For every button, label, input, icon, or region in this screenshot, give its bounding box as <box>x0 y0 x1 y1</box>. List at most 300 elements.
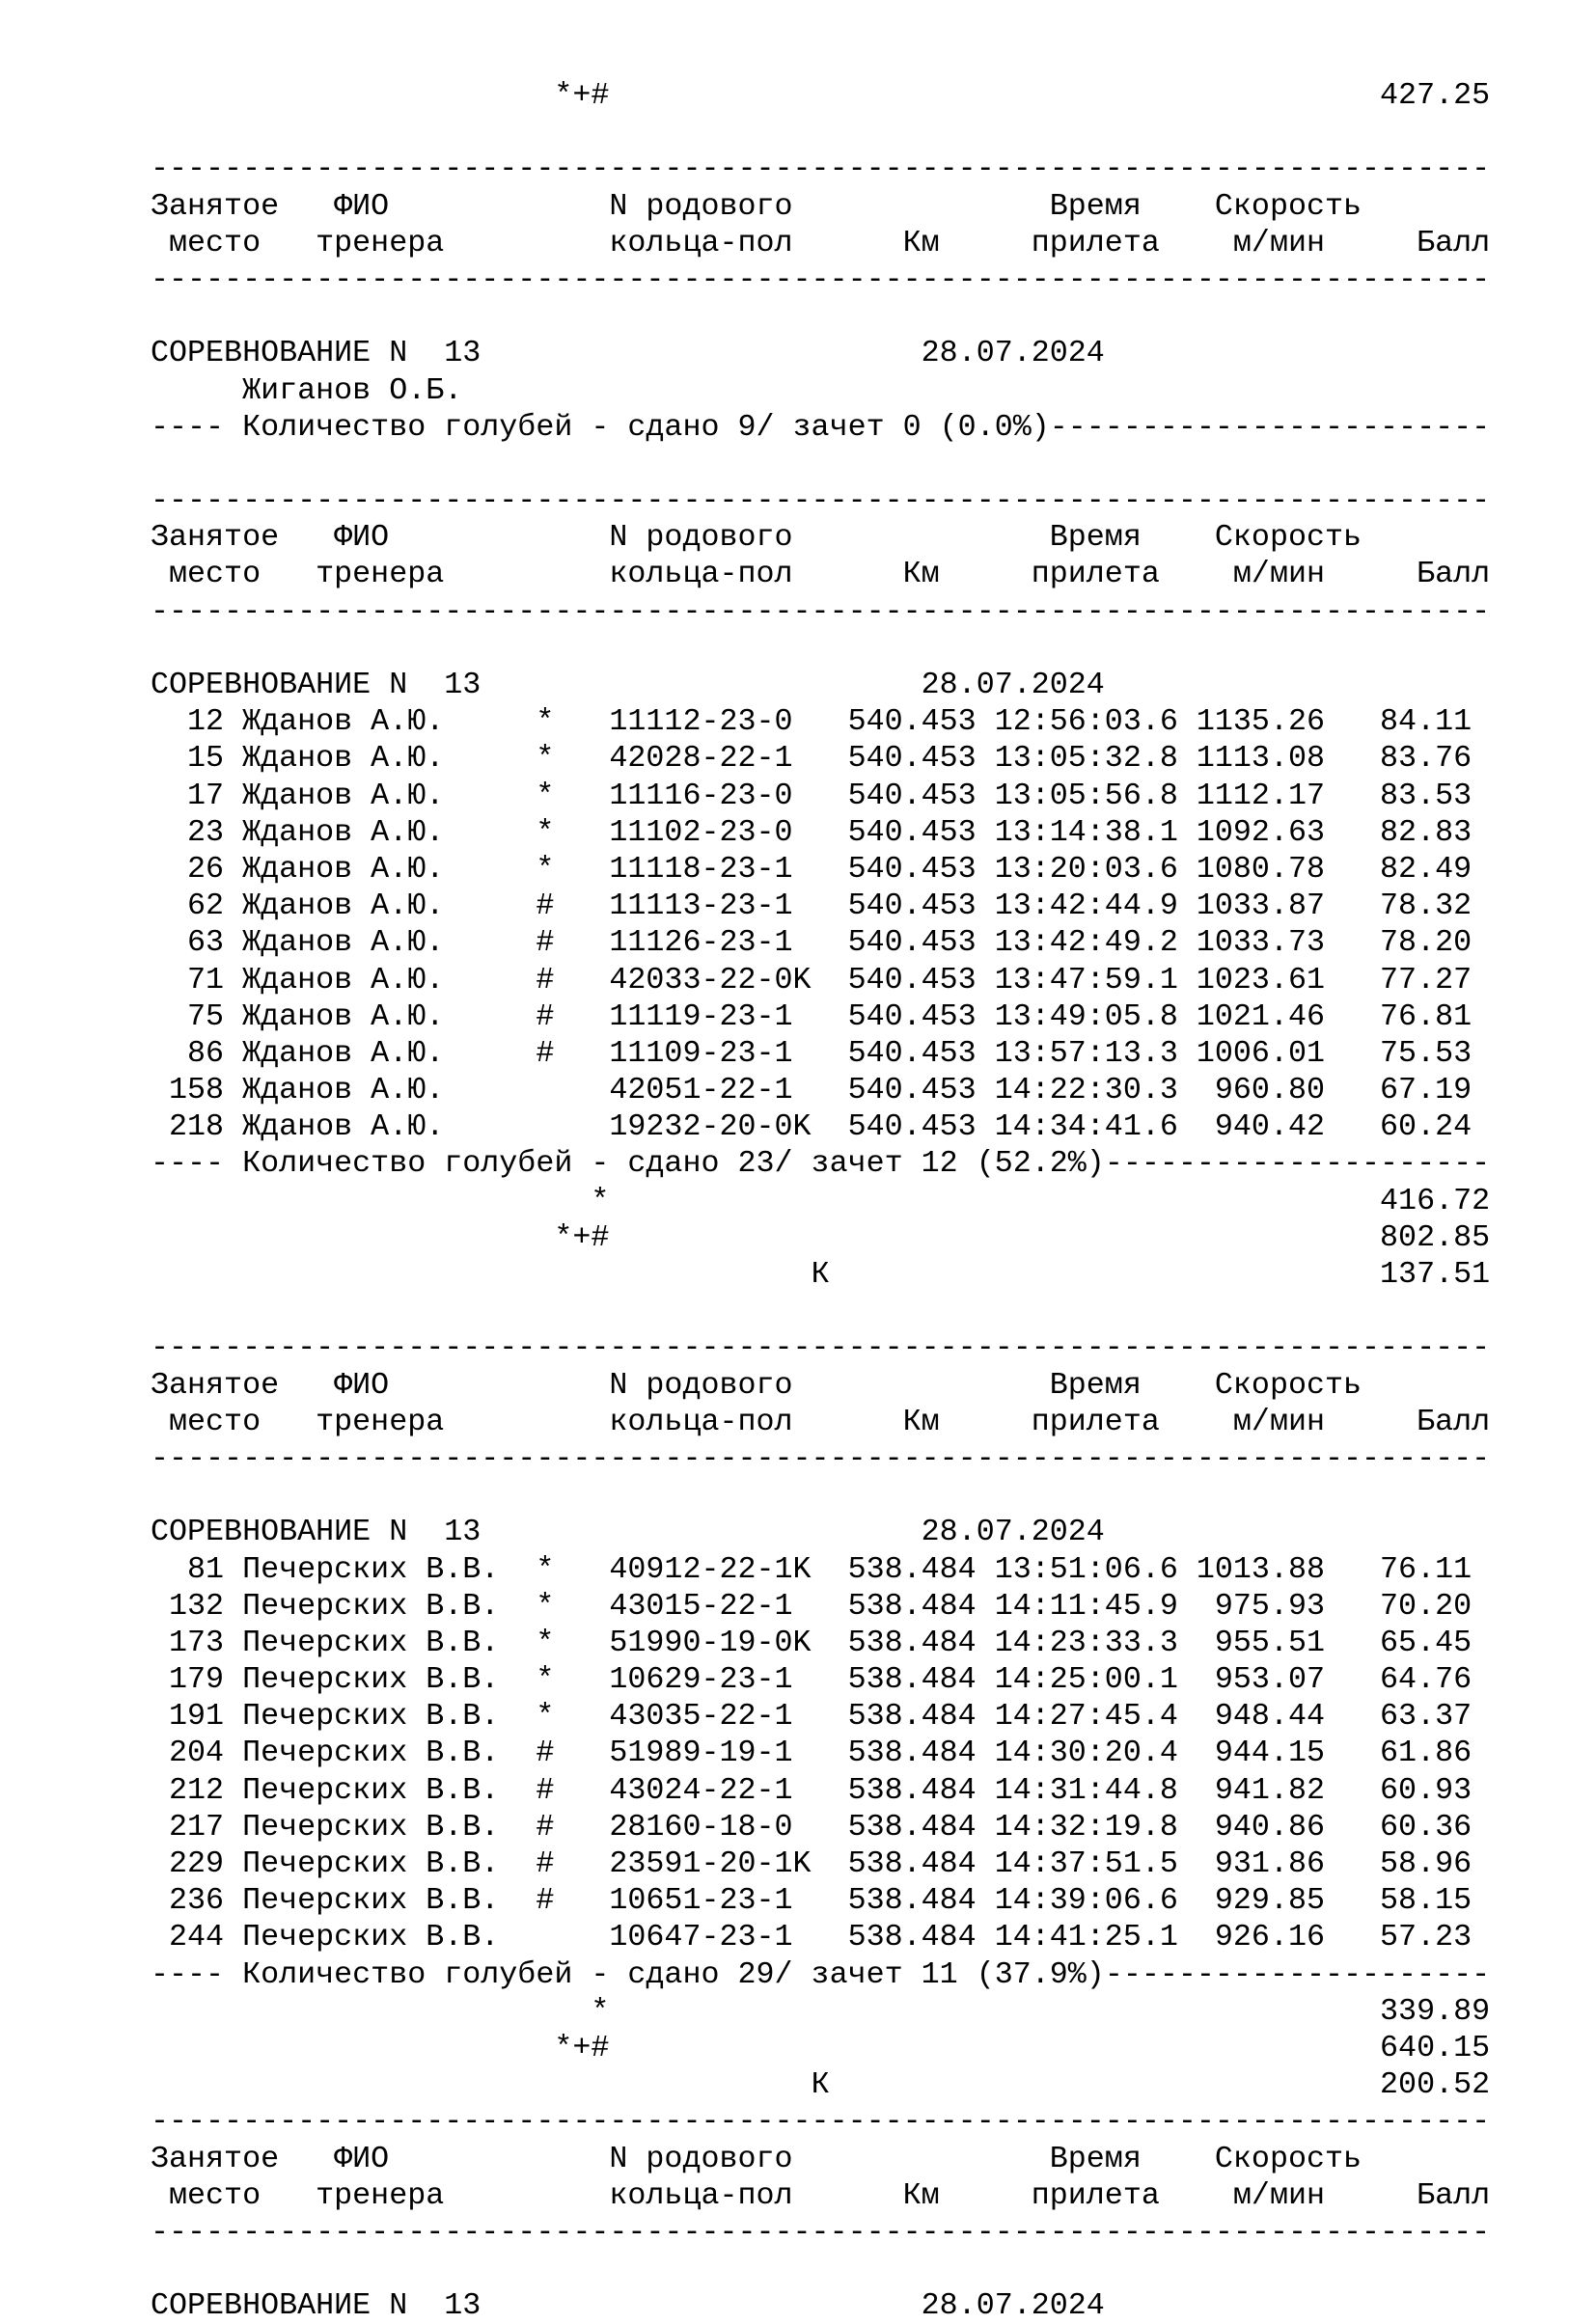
separator-line: ------------------------------------------------------------------------- <box>151 2104 1491 2140</box>
table-row <box>151 1625 1490 1661</box>
row-km: 538.484 <box>847 1625 977 1660</box>
header-trainer: тренера <box>316 2177 445 2213</box>
row-points: 60.93 <box>1380 1772 1472 1808</box>
blank-line <box>151 1293 1490 1329</box>
total-value: 802.85 <box>1380 1219 1491 1255</box>
table-row <box>151 1035 1490 1072</box>
row-speed: 955.51 <box>1214 1625 1325 1660</box>
row-time: 14:23:33.3 <box>994 1625 1178 1660</box>
competition-title: СОРЕВНОВАНИЕ N 13 <box>151 2288 482 2324</box>
row-place: 217 <box>169 1809 225 1845</box>
row-place: 62 <box>187 889 225 924</box>
separator-line: ------------------------------------------------------------------------- <box>151 1330 1491 1366</box>
blank-line <box>151 114 1490 150</box>
row-time: 14:32:19.8 <box>994 1809 1178 1845</box>
row-ring: 42033-22-0K <box>609 962 812 998</box>
row-km: 540.453 <box>847 962 977 998</box>
row-time: 13:47:59.1 <box>994 962 1178 998</box>
row-time: 14:41:25.1 <box>994 1920 1178 1955</box>
row-place: 212 <box>169 1772 225 1808</box>
row-trainer: Жданов А.Ю. <box>242 1073 445 1108</box>
row-km: 540.453 <box>847 998 977 1034</box>
row-trainer: Печерских В.В. <box>242 1736 500 1771</box>
column-header-line-1 <box>151 519 1490 556</box>
table-row <box>151 778 1490 814</box>
row-ring: 43015-22-1 <box>609 1588 793 1624</box>
header-time: Время <box>1049 1367 1142 1403</box>
row-km: 538.484 <box>847 1883 977 1919</box>
row-speed: 1135.26 <box>1196 704 1325 740</box>
row-mark: # <box>536 1736 555 1771</box>
row-trainer: Печерских В.В. <box>242 1883 500 1919</box>
row-points: 58.96 <box>1380 1846 1472 1881</box>
row-place: 204 <box>169 1736 225 1771</box>
row-mark: * <box>536 741 555 777</box>
row-points: 60.24 <box>1380 1109 1472 1145</box>
row-km: 538.484 <box>847 1551 977 1587</box>
count-summary: ---- Количество голубей - сдано 29/ зачет 11 (37.9%) <box>151 1956 1105 1992</box>
header-time: прилета <box>1031 2177 1160 2213</box>
row-speed: 940.42 <box>1214 1109 1325 1145</box>
row-time: 13:14:38.1 <box>994 814 1178 850</box>
row-ring: 40912-22-1K <box>609 1551 812 1587</box>
row-trainer: Жданов А.Ю. <box>242 962 445 998</box>
row-points: 64.76 <box>1380 1662 1472 1698</box>
table-row <box>151 1772 1490 1809</box>
row-place: 63 <box>187 925 225 961</box>
row-km: 538.484 <box>847 1699 977 1735</box>
row-speed: 975.93 <box>1214 1588 1325 1624</box>
header-speed: м/мин <box>1232 225 1325 260</box>
separator-line: ------------------------------------------------------------------------- <box>151 593 1491 629</box>
row-km: 540.453 <box>847 925 977 961</box>
total-value: 137.51 <box>1380 1257 1491 1292</box>
row-ring: 11118-23-1 <box>609 851 793 887</box>
row-mark: * <box>536 1551 555 1587</box>
row-place: 71 <box>187 962 225 998</box>
table-row <box>151 1551 1490 1588</box>
row-mark: # <box>536 962 555 998</box>
row-ring: 11126-23-1 <box>609 925 793 961</box>
row-trainer: Печерских В.В. <box>242 1699 500 1735</box>
header-ring: N родового <box>609 188 793 224</box>
column-header-line-1 <box>151 2141 1490 2177</box>
table-row <box>151 1882 1490 1919</box>
header-trainer: ФИО <box>334 1367 390 1403</box>
row-points: 82.83 <box>1380 814 1472 850</box>
row-mark: # <box>536 1035 555 1071</box>
competition-line <box>151 667 1490 703</box>
row-km: 538.484 <box>847 1846 977 1881</box>
separator-line: ------------------------------------------------------------------------- <box>151 151 1491 187</box>
header-points: Балл <box>1417 225 1491 260</box>
table-row <box>151 1809 1490 1846</box>
table-row <box>151 703 1490 740</box>
count-summary: ---- Количество голубей - сдано 23/ зачет 12 (52.2%) <box>151 1146 1105 1182</box>
row-place: 191 <box>169 1699 225 1735</box>
row-time: 14:11:45.9 <box>994 1588 1178 1624</box>
row-ring: 11116-23-0 <box>609 778 793 813</box>
row-ring: 11109-23-1 <box>609 1035 793 1071</box>
separator-line: ------------------------------------------------------------------------- <box>151 483 1491 519</box>
header-time: Время <box>1049 188 1142 224</box>
row-trainer: Жданов А.Ю. <box>242 741 445 777</box>
total-line <box>151 2030 1490 2066</box>
row-points: 78.32 <box>1380 889 1472 924</box>
row-ring: 42028-22-1 <box>609 741 793 777</box>
row-place: 218 <box>169 1109 225 1145</box>
total-line <box>151 2066 1490 2103</box>
row-time: 14:22:30.3 <box>994 1073 1178 1108</box>
header-km: Км <box>902 557 940 592</box>
row-mark: # <box>536 889 555 924</box>
row-points: 58.15 <box>1380 1883 1472 1919</box>
row-ring: 11113-23-1 <box>609 889 793 924</box>
header-speed: Скорость <box>1214 188 1362 224</box>
row-km: 540.453 <box>847 741 977 777</box>
table-row <box>151 962 1490 998</box>
total-value: 640.15 <box>1380 2030 1491 2065</box>
row-time: 14:25:00.1 <box>994 1662 1178 1698</box>
row-speed: 926.16 <box>1214 1920 1325 1955</box>
total-line <box>151 1256 1490 1293</box>
total-line <box>151 1993 1490 2030</box>
header-ring: кольца-пол <box>609 1404 793 1439</box>
row-time: 14:39:06.6 <box>994 1883 1178 1919</box>
row-trainer: Печерских В.В. <box>242 1662 500 1698</box>
row-place: 132 <box>169 1588 225 1624</box>
row-mark: # <box>536 1772 555 1808</box>
row-km: 540.453 <box>847 778 977 813</box>
table-row <box>151 998 1490 1035</box>
table-row <box>151 1661 1490 1698</box>
row-mark: * <box>536 1625 555 1660</box>
header-km: Км <box>902 1404 940 1439</box>
row-trainer: Жданов А.Ю. <box>242 704 445 740</box>
row-km: 538.484 <box>847 1772 977 1808</box>
row-points: 78.20 <box>1380 925 1472 961</box>
header-speed: Скорость <box>1214 520 1362 556</box>
header-trainer: ФИО <box>334 520 390 556</box>
row-speed: 1021.46 <box>1196 998 1325 1034</box>
row-trainer: Печерских В.В. <box>242 1625 500 1660</box>
total-line <box>151 1219 1490 1256</box>
column-header-line-1 <box>151 188 1490 225</box>
header-time: прилета <box>1031 1404 1160 1439</box>
total-marker: * <box>591 1993 610 2029</box>
row-place: 244 <box>169 1920 225 1955</box>
row-place: 15 <box>187 741 225 777</box>
row-points: 60.36 <box>1380 1809 1472 1845</box>
total-marker: К <box>811 1257 830 1292</box>
row-mark: # <box>536 925 555 961</box>
separator-line: ------------------------------------------------------------------------- <box>151 2214 1491 2250</box>
row-trainer: Жданов А.Ю. <box>242 1035 445 1071</box>
row-ring: 10651-23-1 <box>609 1883 793 1919</box>
row-speed: 1006.01 <box>1196 1035 1325 1071</box>
total-value: 200.52 <box>1380 2067 1491 2103</box>
total-value: 416.72 <box>1380 1183 1491 1218</box>
row-km: 540.453 <box>847 1109 977 1145</box>
competition-line <box>151 335 1490 371</box>
row-speed: 1092.63 <box>1196 814 1325 850</box>
row-trainer: Печерских В.В. <box>242 1920 500 1955</box>
row-points: 84.11 <box>1380 704 1472 740</box>
row-points: 76.11 <box>1380 1551 1472 1587</box>
header-trainer: тренера <box>316 557 445 592</box>
row-time: 14:37:51.5 <box>994 1846 1178 1881</box>
table-row <box>151 851 1490 888</box>
row-mark: * <box>536 851 555 887</box>
table-row <box>151 1072 1490 1108</box>
row-speed: 1033.73 <box>1196 925 1325 961</box>
row-km: 538.484 <box>847 1920 977 1955</box>
competition-date: 28.07.2024 <box>921 336 1105 371</box>
row-place: 23 <box>187 814 225 850</box>
header-time: Время <box>1049 520 1142 556</box>
table-row <box>151 1698 1490 1735</box>
row-mark: # <box>536 998 555 1034</box>
row-ring: 23591-20-1K <box>609 1846 812 1881</box>
header-points: Балл <box>1417 557 1491 592</box>
total-marker: К <box>811 2067 830 2103</box>
header-ring: N родового <box>609 2141 793 2176</box>
competition-date: 28.07.2024 <box>921 2288 1105 2324</box>
header-place: Занятое <box>151 1367 280 1403</box>
row-km: 538.484 <box>847 1662 977 1698</box>
row-speed: 931.86 <box>1214 1846 1325 1881</box>
row-points: 83.53 <box>1380 778 1472 813</box>
row-km: 540.453 <box>847 814 977 850</box>
row-place: 86 <box>187 1035 225 1071</box>
row-trainer: Печерских В.В. <box>242 1772 500 1808</box>
row-time: 13:51:06.6 <box>994 1551 1178 1587</box>
header-place: место <box>169 225 261 260</box>
header-speed: Скорость <box>1214 2141 1362 2176</box>
row-ring: 11112-23-0 <box>609 704 793 740</box>
column-header-line-2 <box>151 556 1490 592</box>
separator-line: ------------------------------------------------------------------------- <box>151 261 1491 297</box>
row-points: 70.20 <box>1380 1588 1472 1624</box>
column-header-line-2 <box>151 2177 1490 2214</box>
row-place: 17 <box>187 778 225 813</box>
row-km: 538.484 <box>847 1736 977 1771</box>
row-speed: 1080.78 <box>1196 851 1325 887</box>
competition-title: СОРЕВНОВАНИЕ N 13 <box>151 668 482 702</box>
row-km: 540.453 <box>847 1035 977 1071</box>
row-trainer: Жданов А.Ю. <box>242 851 445 887</box>
header-speed: Скорость <box>1214 1367 1362 1403</box>
row-points: 63.37 <box>1380 1699 1472 1735</box>
summary-line: ---- Количество голубей - сдано 29/ зачет 11 (37.9%)--------------------- <box>151 1956 1491 1992</box>
header-ring: кольца-пол <box>609 557 793 592</box>
row-trainer: Жданов А.Ю. <box>242 1109 445 1145</box>
row-mark: # <box>536 1883 555 1919</box>
header-place: место <box>169 557 261 592</box>
row-points: 75.53 <box>1380 1035 1472 1071</box>
row-speed: 1023.61 <box>1196 962 1325 998</box>
blank-line <box>151 1477 1490 1514</box>
row-speed: 929.85 <box>1214 1883 1325 1919</box>
row-place: 81 <box>187 1551 225 1587</box>
summary-line: ---- Количество голубей - сдано 9/ зачет 0 (0.0%)------------------------ <box>151 409 1491 445</box>
row-km: 540.453 <box>847 1073 977 1108</box>
row-ring: 28160-18-0 <box>609 1809 793 1845</box>
header-points: Балл <box>1417 2177 1491 2213</box>
results-printout <box>151 77 1490 2324</box>
row-place: 12 <box>187 704 225 740</box>
total-line <box>151 1183 1490 1219</box>
row-speed: 1013.88 <box>1196 1551 1325 1587</box>
row-time: 13:20:03.6 <box>994 851 1178 887</box>
row-trainer: Печерских В.В. <box>242 1551 500 1587</box>
trainer-name: Жиганов О.Б. <box>242 372 463 408</box>
row-place: 75 <box>187 998 225 1034</box>
table-row <box>151 1846 1490 1882</box>
separator-line: ------------------------------------------------------------------------- <box>151 1440 1491 1476</box>
header-speed: м/мин <box>1232 557 1325 592</box>
total-value: 339.89 <box>1380 1993 1491 2029</box>
header-time: прилета <box>1031 557 1160 592</box>
row-speed: 948.44 <box>1214 1699 1325 1735</box>
header-ring: N родового <box>609 1367 793 1403</box>
row-trainer: Жданов А.Ю. <box>242 998 445 1034</box>
header-place: Занятое <box>151 188 280 224</box>
table-row <box>151 1588 1490 1625</box>
count-summary: ---- Количество голубей - сдано 9/ зачет 0 (0.0%) <box>151 409 1050 445</box>
competition-date: 28.07.2024 <box>921 668 1105 702</box>
row-trainer: Жданов А.Ю. <box>242 889 445 924</box>
trainer-line <box>151 372 1490 409</box>
header-time: прилета <box>1031 225 1160 260</box>
header-place: Занятое <box>151 2141 280 2176</box>
row-place: 236 <box>169 1883 225 1919</box>
blank-line <box>151 298 1490 335</box>
row-time: 14:30:20.4 <box>994 1736 1178 1771</box>
table-row <box>151 1735 1490 1771</box>
row-ring: 42051-22-1 <box>609 1073 793 1108</box>
blank-line <box>151 446 1490 482</box>
row-speed: 944.15 <box>1214 1736 1325 1771</box>
table-row <box>151 814 1490 851</box>
header-km: Км <box>902 225 940 260</box>
row-speed: 941.82 <box>1214 1772 1325 1808</box>
header-place: Занятое <box>151 520 280 556</box>
row-trainer: Печерских В.В. <box>242 1588 500 1624</box>
header-ring: кольца-пол <box>609 225 793 260</box>
row-points: 65.45 <box>1380 1625 1472 1660</box>
header-trainer: ФИО <box>334 2141 390 2176</box>
row-mark: # <box>536 1846 555 1881</box>
row-time: 13:42:49.2 <box>994 925 1178 961</box>
row-time: 13:42:44.9 <box>994 889 1178 924</box>
row-mark: * <box>536 778 555 813</box>
total-marker: *+# <box>554 1219 610 1255</box>
total-value: 427.25 <box>1380 78 1491 113</box>
table-row <box>151 1108 1490 1145</box>
table-row <box>151 888 1490 924</box>
row-mark: * <box>536 704 555 740</box>
row-trainer: Жданов А.Ю. <box>242 778 445 813</box>
row-points: 83.76 <box>1380 741 1472 777</box>
row-place: 179 <box>169 1662 225 1698</box>
row-trainer: Жданов А.Ю. <box>242 814 445 850</box>
row-speed: 1113.08 <box>1196 741 1325 777</box>
row-time: 14:34:41.6 <box>994 1109 1178 1145</box>
header-speed: м/мин <box>1232 2177 1325 2213</box>
header-km: Км <box>902 2177 940 2213</box>
header-points: Балл <box>1417 1404 1491 1439</box>
header-ring: кольца-пол <box>609 2177 793 2213</box>
row-ring: 19232-20-0K <box>609 1109 812 1145</box>
row-trainer: Печерских В.В. <box>242 1809 500 1845</box>
row-speed: 1112.17 <box>1196 778 1325 813</box>
top-total-line <box>151 77 1490 114</box>
column-header-line-2 <box>151 225 1490 261</box>
row-ring: 51990-19-0K <box>609 1625 812 1660</box>
total-marker: *+# <box>554 2030 610 2065</box>
total-marker: *+# <box>554 78 610 113</box>
row-points: 77.27 <box>1380 962 1472 998</box>
column-header-line-2 <box>151 1404 1490 1440</box>
row-km: 538.484 <box>847 1588 977 1624</box>
header-time: Время <box>1049 2141 1142 2176</box>
competition-date: 28.07.2024 <box>921 1515 1105 1550</box>
row-time: 13:49:05.8 <box>994 998 1178 1034</box>
competition-line <box>151 2287 1490 2324</box>
competition-title: СОРЕВНОВАНИЕ N 13 <box>151 336 482 371</box>
row-mark: * <box>536 1662 555 1698</box>
row-ring: 11102-23-0 <box>609 814 793 850</box>
row-trainer: Печерских В.В. <box>242 1846 500 1881</box>
row-place: 26 <box>187 851 225 887</box>
row-mark: # <box>536 1809 555 1845</box>
table-row <box>151 740 1490 777</box>
row-time: 14:31:44.8 <box>994 1772 1178 1808</box>
row-points: 61.86 <box>1380 1736 1472 1771</box>
header-trainer: ФИО <box>334 188 390 224</box>
row-speed: 940.86 <box>1214 1809 1325 1845</box>
row-points: 76.81 <box>1380 998 1472 1034</box>
competition-line <box>151 1514 1490 1550</box>
table-row <box>151 924 1490 961</box>
row-points: 67.19 <box>1380 1073 1472 1108</box>
competition-title: СОРЕВНОВАНИЕ N 13 <box>151 1515 482 1550</box>
header-trainer: тренера <box>316 1404 445 1439</box>
row-km: 540.453 <box>847 851 977 887</box>
header-ring: N родового <box>609 520 793 556</box>
header-place: место <box>169 1404 261 1439</box>
row-points: 57.23 <box>1380 1920 1472 1955</box>
row-time: 14:27:45.4 <box>994 1699 1178 1735</box>
total-marker: * <box>591 1183 610 1218</box>
row-mark: * <box>536 1699 555 1735</box>
row-place: 173 <box>169 1625 225 1660</box>
blank-line <box>151 630 1490 667</box>
row-trainer: Жданов А.Ю. <box>242 925 445 961</box>
row-km: 540.453 <box>847 889 977 924</box>
header-speed: м/мин <box>1232 1404 1325 1439</box>
row-time: 13:57:13.3 <box>994 1035 1178 1071</box>
row-ring: 10647-23-1 <box>609 1920 793 1955</box>
row-speed: 960.80 <box>1214 1073 1325 1108</box>
row-speed: 1033.87 <box>1196 889 1325 924</box>
row-speed: 953.07 <box>1214 1662 1325 1698</box>
row-km: 540.453 <box>847 704 977 740</box>
row-mark: * <box>536 814 555 850</box>
table-row <box>151 1919 1490 1955</box>
row-time: 12:56:03.6 <box>994 704 1178 740</box>
